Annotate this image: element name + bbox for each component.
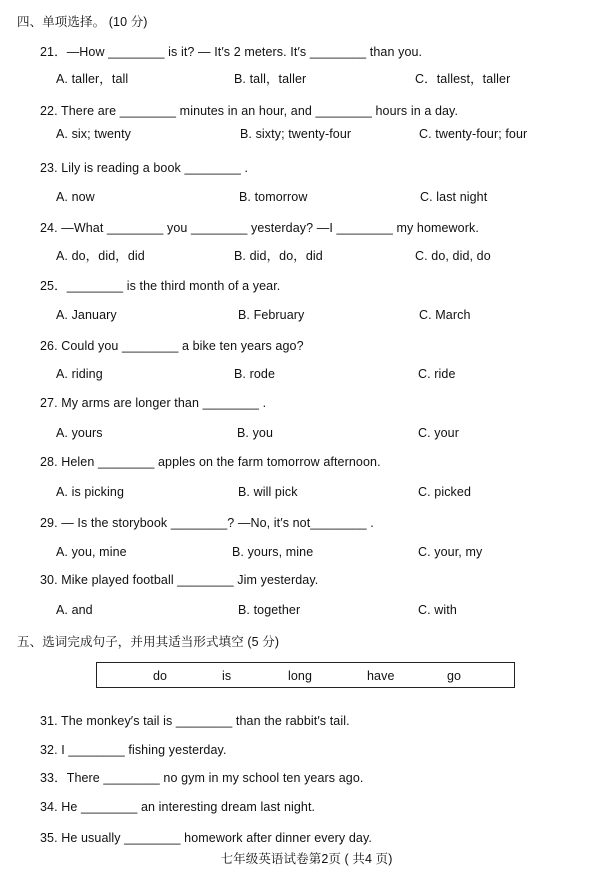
option-c: C. your [418, 426, 459, 440]
word-bank-item: is [222, 669, 232, 683]
option-b: B. February [238, 308, 305, 322]
option-b: B. tomorrow [239, 190, 308, 204]
page-footer: 七年级英语试卷第2页 ( 共4 页) [220, 852, 393, 866]
question-stem: 27. My arms are longer than ________ . [40, 396, 267, 410]
word-bank-item: do [153, 669, 168, 683]
option-a: A. do，did，did [56, 249, 145, 263]
fill-sentence-32: 32. I ________ fishing yesterday. [40, 743, 227, 757]
question-stem: 24. —What ________ you ________ yesterday? —I ________ my homework. [40, 221, 479, 235]
option-a: A. now [56, 190, 95, 204]
option-b: B. tall，taller [234, 72, 307, 86]
option-a: A. and [56, 603, 93, 617]
word-bank-box [96, 662, 515, 688]
option-b: B. rode [234, 367, 276, 381]
fill-sentence-33: 33．There ________ no gym in my school ten years ago. [40, 771, 364, 785]
question-stem: 21．—How ________ is it? — It′s 2 meters. It′s ________ than you. [40, 45, 423, 59]
option-c: C. do, did, do [415, 249, 491, 263]
word-bank-item: long [288, 669, 313, 683]
option-c: C. picked [418, 485, 472, 499]
option-b: B. will pick [238, 485, 298, 499]
word-bank-item: go [447, 669, 462, 683]
option-a: A. you, mine [56, 545, 127, 559]
option-b: B. you [237, 426, 274, 440]
section-4-title: 四、单项选择。 (10 分) [17, 15, 148, 29]
option-a: A. taller，tall [56, 72, 129, 86]
option-b: B. sixty; twenty-four [240, 127, 352, 141]
section-5-title: 五、选词完成句子，并用其适当形式填空 (5 分) [17, 635, 280, 649]
question-stem: 28. Helen ________ apples on the farm tomorrow afternoon. [40, 455, 381, 469]
option-c: C. ride [418, 367, 456, 381]
word-bank-item: have [367, 669, 395, 683]
option-a: A. riding [56, 367, 103, 381]
question-stem: 29. — Is the storybook ________? —No, it′s not________ . [40, 516, 374, 530]
option-b: B. did，do，did [234, 249, 323, 263]
option-c: C. twenty-four; four [419, 127, 528, 141]
question-stem: 23. Lily is reading a book ________ . [40, 161, 249, 175]
option-a: A. six; twenty [56, 127, 132, 141]
option-c: C．tallest，taller [415, 72, 511, 86]
option-b: B. yours, mine [232, 545, 314, 559]
option-c: C. your, my [418, 545, 483, 559]
question-stem: 26. Could you ________ a bike ten years ago? [40, 339, 304, 353]
option-c: C. March [419, 308, 471, 322]
fill-sentence-34: 34. He ________ an interesting dream last night. [40, 800, 316, 814]
question-stem: 25．________ is the third month of a year. [40, 279, 281, 293]
option-c: C. with [418, 603, 457, 617]
option-a: A. is picking [56, 485, 124, 499]
question-stem: 30. Mike played football ________ Jim yesterday. [40, 573, 319, 587]
option-b: B. together [238, 603, 301, 617]
fill-sentence-35: 35. He usually ________ homework after dinner every day. [40, 831, 372, 845]
option-a: A. January [56, 308, 117, 322]
question-stem: 22. There are ________ minutes in an hour, and ________ hours in a day. [40, 104, 459, 118]
option-c: C. last night [420, 190, 488, 204]
fill-sentence-31: 31. The monkey′s tail is ________ than the rabbit′s tail. [40, 714, 350, 728]
option-a: A. yours [56, 426, 103, 440]
